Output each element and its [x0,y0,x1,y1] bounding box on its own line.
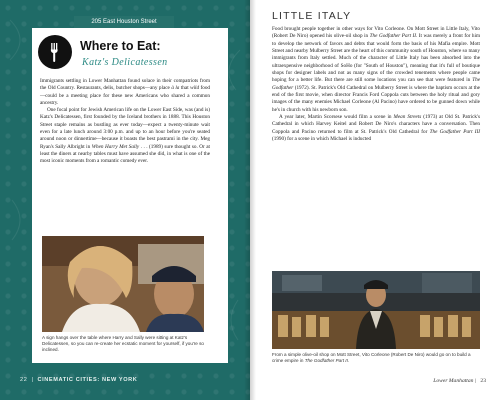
godfather-photo [272,271,480,349]
left-photo-caption: A sign hangs over the table where Harry and Sally were sitting at Katz's Delicatessen, so you can re-create her ecstatic moment for yourself, if you're so inclined. [42,335,204,352]
address-label: 205 East Houston Street [74,16,174,28]
where-to-eat-heading: Where to Eat: [80,39,161,53]
left-body-text [40,78,210,166]
fork-icon [38,35,72,69]
katz-deli-photo [42,236,204,332]
text-run: food—could be a meeting place for these new Americans who shared a common ancestry. [40,85,211,106]
footer-section-name: Lower Manhattan [433,378,474,384]
text-run: Immigrants settling in Lower Manhattan found solace in their compatriots from the Old Country. Restaurants, delis, butcher shops—any place [40,78,210,92]
left-page-footer: 22 | CINEMATIC CITIES: NEW YORK [20,377,138,383]
text-run: wild [190,85,200,92]
text-run: The Godfather Part II [369,33,416,40]
text-run: A year later, Martin Scorsese would film a scene in [279,114,394,121]
right-page-number: 23 [480,378,486,384]
text-run: The Godfather Part III [429,128,480,135]
body-paragraph [40,78,210,107]
text-run: (1990) for a scene in which Michael is inducted [272,136,372,143]
text-run: . . . (1989) sure thought so. Or at least the diners at nearby tables must have assumed she did, in what is one of the most iconic moments from a romantic comedy ever. [40,143,210,165]
book-gutter [244,0,256,400]
book-city-name: NEW YORK [101,377,138,383]
text-run: Mean Streets [393,114,422,121]
body-paragraph [272,26,480,114]
text-run: The Godfather Part II [304,358,348,363]
right-photo-caption [272,352,480,364]
book-series-name: CINEMATIC CITIES: [37,377,100,383]
left-page-number: 22 [20,377,28,383]
text-run: (1973) at Old St. Patrick's Cathedral in which Harvey Keitel and Robert De Niro's characters have a conversation. Then Coppola and Pacino returned to film at St. Patrick's Old Cathedral for [272,114,480,135]
body-paragraph [40,107,210,165]
text-run: Food brought people together in other ways for Vito Corleone. On Mott Street in Little Italy, Vito (Robert De Niro) opened his olive-oil shop in [272,26,480,40]
restaurant-name: Katz's Delicatessen [82,57,168,68]
right-page-footer: Lower Manhattan | 23 [433,378,486,384]
text-run: From a simple olive-oil shop on Mott Street, Vito Corleone (Robert De Niro) would go on to build a crime empire in [272,352,471,363]
text-run: When Harry Met Sally [91,143,140,150]
text-run: . [347,358,350,363]
body-paragraph [272,114,480,143]
text-run: à la [171,85,180,92]
right-body-text [272,26,480,144]
text-run: (1972). St. Patrick's Old Cathedral on Mulberry Street is where the baptism occurs at the end of the first movie, when director Francis Ford Coppola cuts between the holy ritual and gory images of the many enemies Michael Corleone (Al Pacino) have ordered to be gunned down while he's in church with his newborn son. [272,84,480,113]
section-title: LITTLE ITALY [272,10,352,22]
text-run: . It was merely a front for him to develop the network of favors and debts that would form the basis of his Mafia empire. Mott Street and nearby Mulberry Street are the heart of this community south of Houston, where so many immigrants from Italy settled. Much of the character of Little Italy has been absorbed into the ultraexpensive neighborhood of SoHo (for "South of Houston"), meaning that it's full of boutique shops for designer labels and not as many signs of the crowded tenements where people came hoping for a better life. But there are still some locations you can see that were featured in [272,33,480,84]
text-run: that [179,85,191,92]
text-run: The Godfather [272,77,480,91]
text-run: One focal point for Jewish American life on the Lower East Side, was (and is) Katz's Delicatessen, first founded by the Iceland brothers in 1888. This Houston Street staple remains as bustling as ever today—expect a twenty-minute wait even for a late lunch around 3:00 p.m. and up to an hour before you're seated around noon or dinnertime—because it boasts the best pastrami in the city. Meg Ryan's Sally Albright in [40,107,210,150]
